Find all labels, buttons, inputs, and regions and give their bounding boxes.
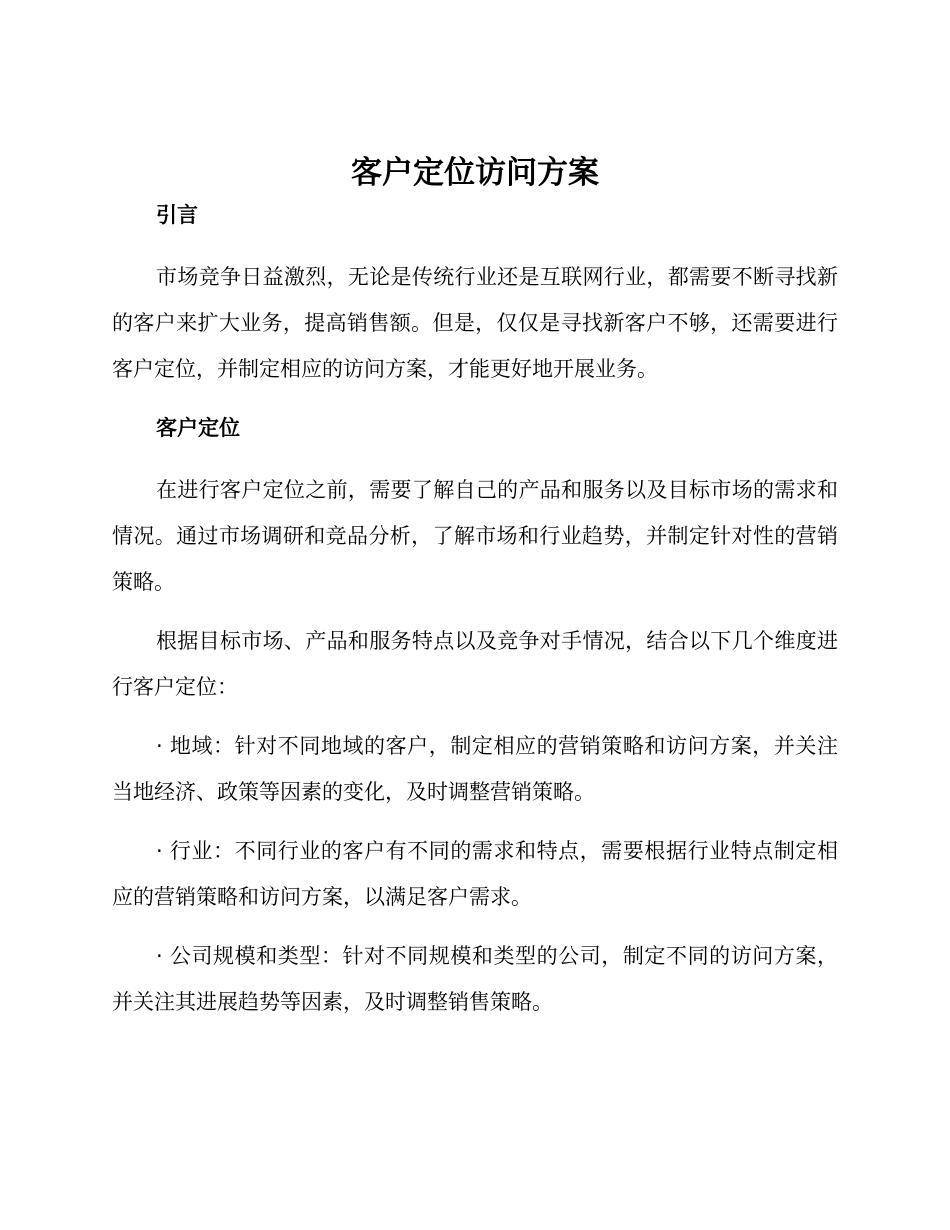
intro-paragraph: 市场竞争日益激烈，无论是传统行业还是互联网行业，都需要不断寻找新的客户来扩大业务，提高销售额。但是，仅仅是寻找新客户不够，还需要进行客户定位，并制定相应的访问方案，才能更好地开展业务。 — [112, 265, 838, 381]
positioning-paragraph-2: 根据目标市场、产品和服务特点以及竞争对手情况，结合以下几个维度进行客户定位： — [112, 629, 838, 699]
document-title: 客户定位访问方案 — [351, 155, 599, 191]
bullet-item-region: · 地域：针对不同地域的客户，制定相应的营销策略和访问方案，并关注当地经济、政策等因素的变化，及时调整营销策略。 — [112, 734, 838, 804]
section-heading-customer-positioning: 客户定位 — [156, 416, 240, 440]
bullet-item-industry: · 行业：不同行业的客户有不同的需求和特点，需要根据行业特点制定相应的营销策略和访问方案，以满足客户需求。 — [112, 839, 838, 909]
bullet-item-company-size-type: · 公司规模和类型：针对不同规模和类型的公司，制定不同的访问方案，并关注其进展趋势等因素，及时调整销售策略。 — [112, 944, 838, 1014]
positioning-paragraph-1: 在进行客户定位之前，需要了解自己的产品和服务以及目标市场的需求和情况。通过市场调研和竞品分析，了解市场和行业趋势，并制定针对性的营销策略。 — [112, 478, 838, 594]
section-heading-intro: 引言 — [156, 203, 198, 227]
